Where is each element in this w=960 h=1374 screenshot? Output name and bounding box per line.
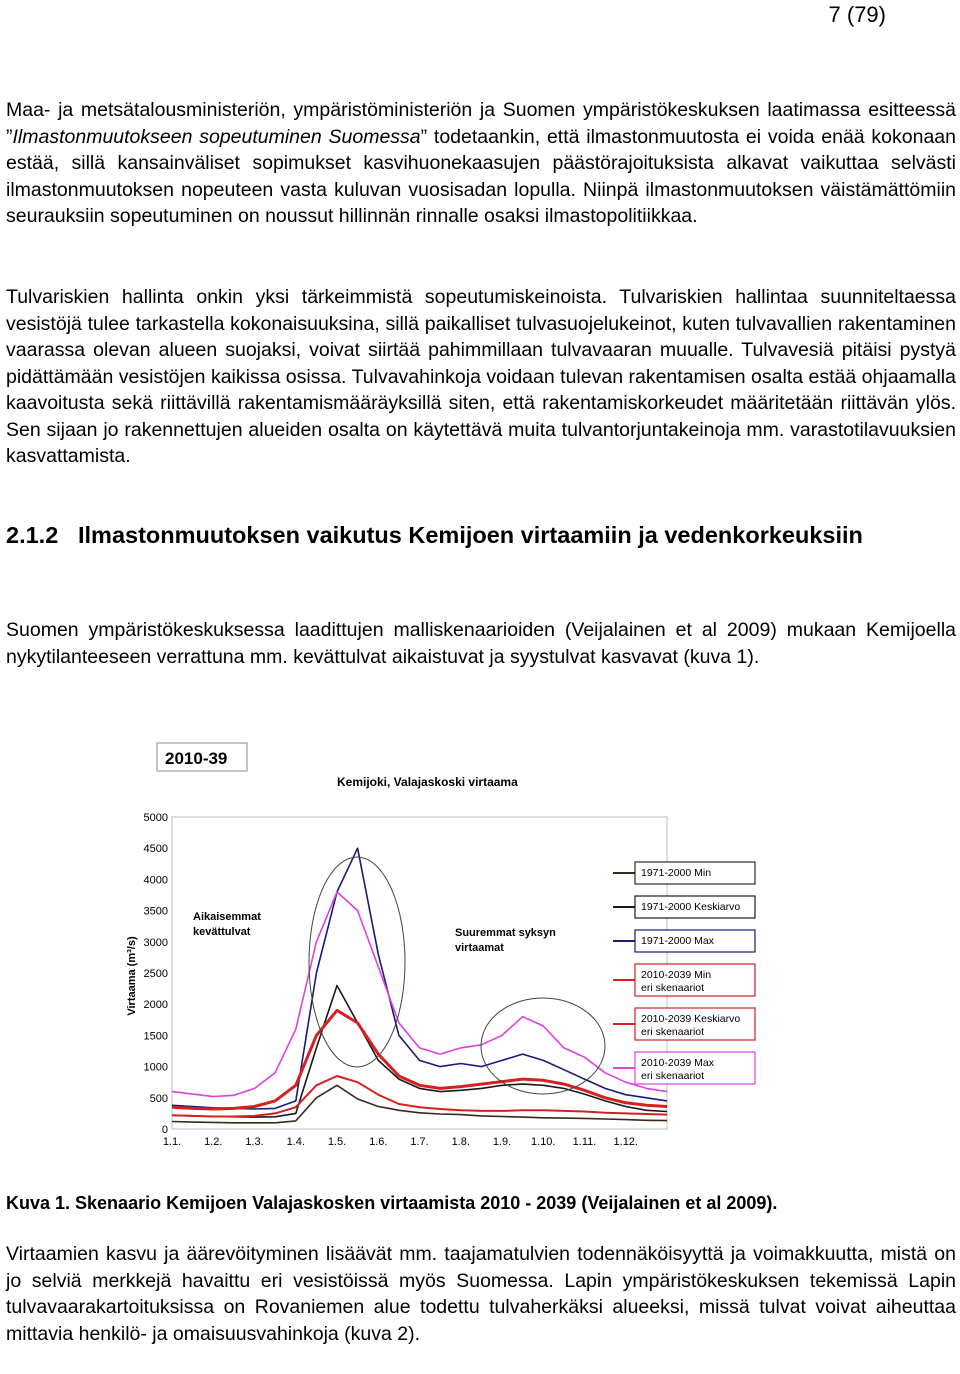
x-tick-label: 1.9. [492, 1136, 512, 1148]
x-tick-label: 1.3. [245, 1136, 264, 1148]
x-tick-label: 1.5. [327, 1136, 347, 1148]
y-tick-label: 5000 [143, 812, 168, 824]
x-tick-label: 1.2. [204, 1136, 223, 1148]
y-tick-label: 2500 [143, 968, 168, 980]
x-tick-label: 1.1. [162, 1136, 182, 1148]
x-tick-label: 1.6. [369, 1136, 388, 1148]
x-tick-label: 1.12. [613, 1136, 638, 1148]
x-tick-label: 1.10. [531, 1136, 556, 1148]
y-tick-label: 0 [161, 1124, 168, 1136]
y-tick-label: 3500 [143, 905, 168, 918]
paragraph-flood-risk: Tulvariskien hallinta onkin yksi tärkeimmistä sopeutumiskeinoista. Tulvariskien hallintaa suunniteltaessa vesistöjä tulee tarkastella kokonaisuuksina, sillä paikalliset tulvasuojelukeinot, kuten tulvavallien rakentaminen vaarassa olevan alueen suojaksi, voivat siirtää pahimmillaan tulvavaaran muualle. Tulvavesiä pitäisi pystyä pidättämään vesistöjen kaikissa osissa. Tulvavahinkoja voidaan tulevan rakentamisen osalta estää ohjaamalla kaavoitusta sekä riittävillä rakentamismääräyksillä siten, että rakentamiskorkeudet määritetään riittävän ylös. Sen sijaan jo rakennettujen alueiden osalta on käytettävä muita tulvantorjuntakeinoja mm. varastotilavuuksien kasvattamista. [6, 286, 956, 467]
page-number: 7 (79) [828, 2, 886, 27]
paragraph-urban-floods: Virtaamien kasvu ja äärevöityminen lisäävät mm. taajamatulvien todennäköisyyttä ja voimakkuutta, mistä on jo selviä merkkejä havaittu eri vesistöissä myös Suomessa. Lapin ympäristökeskuksen tekemissä Lapin tulvavaarakartoituksissa on Rovaniemen alue todettu tulvaherkäksi alueeksi, missä tulvat voivat aiheuttaa mittavia henkilö- ja omaisuusvahinkoja (kuva 2). [6, 1243, 956, 1345]
annotation-autumn-line1: Suuremmat syksyn [455, 927, 556, 939]
annotation-autumn-line2: virtaamat [455, 942, 504, 954]
y-tick-label: 4500 [143, 843, 168, 856]
legend-entry-label: 2010-2039 Max [641, 1057, 714, 1069]
y-tick-label: 1500 [143, 1030, 168, 1043]
legend-entry-label: 1971-2000 Min [641, 867, 712, 879]
y-tick-label: 2000 [143, 999, 168, 1012]
legend-entry-label: eri skenaariot [641, 982, 705, 994]
discharge-chart [117, 724, 776, 1163]
x-tick-label: 1.7. [410, 1136, 429, 1148]
paragraph-intro [6, 97, 956, 230]
legend-entry-label: 2010-2039 Min [641, 969, 712, 981]
chart-title: Kemijoki, Valajaskoski virtaama [337, 775, 518, 789]
period-label: 2010-39 [165, 749, 228, 768]
annotation-spring-line2: kevättulvat [193, 926, 251, 938]
section-heading [6, 520, 906, 551]
y-tick-label: 1000 [143, 1061, 168, 1074]
paragraph-scenarios: Suomen ympäristökeskuksessa laadittujen malliskenaarioiden (Veijalainen et al 2009) mukaan Kemijoella nykytilanteeseen verrattuna mm. kevättulvat aikaistuvat ja syystulvat kasvavat (kuva 1). [6, 619, 956, 668]
legend-entry-label: 1971-2000 Keskiarvo [641, 901, 741, 913]
legend-entry-label: 1971-2000 Max [641, 935, 714, 947]
paragraph-intro-start: Maa- ja metsätalousministeriön, ympäristöministeriön ja Suomen ympäristökeskuksen laatimassa esitteessä ” [6, 99, 956, 148]
annotation-spring-line1: Aikaisemmat [193, 911, 261, 923]
legend-entry-label: 2010-2039 Keskiarvo [641, 1013, 741, 1025]
x-tick-label: 1.4. [286, 1136, 305, 1148]
paragraph-intro-end: ” todetaankin, että ilmastonmuutosta ei voida enää kokonaan estää, sillä kansainväliset sopimukset kasvihuonekaasujen päästörajoituksista alkavat vaikuttaa selvästi ilmastonmuutoksen nopeuteen vasta kuluvan vuosisadan lopulla. Niinpä ilmastonmuutoksen väistämättömiin seurauksiin sopeutuminen on noussut hillinnän rinnalle osaksi ilmastopolitiikkaa. [6, 125, 956, 227]
figure-caption: Kuva 1. Skenaario Kemijoen Valajaskosken virtaamista 2010 - 2039 (Veijalainen et al 2009). [6, 1193, 778, 1213]
section-title: Ilmastonmuutoksen vaikutus Kemijoen virtaamiin ja vedenkorkeuksiin [78, 522, 863, 548]
legend-entry-label: eri skenaariot [641, 1026, 705, 1038]
y-tick-label: 4000 [143, 874, 168, 887]
x-tick-label: 1.8. [451, 1136, 470, 1148]
y-tick-label: 3000 [143, 936, 168, 949]
x-tick-label: 1.11. [572, 1136, 597, 1148]
legend-entry-label: eri skenaariot [641, 1070, 705, 1082]
publication-title: Ilmastonmuutokseen sopeutuminen Suomessa [12, 125, 421, 148]
section-number: 2.1.2 [6, 522, 59, 548]
y-axis-label: Virtaama (m³/s) [126, 936, 138, 1016]
discharge-figure [117, 724, 776, 1163]
y-tick-label: 500 [149, 1092, 168, 1105]
